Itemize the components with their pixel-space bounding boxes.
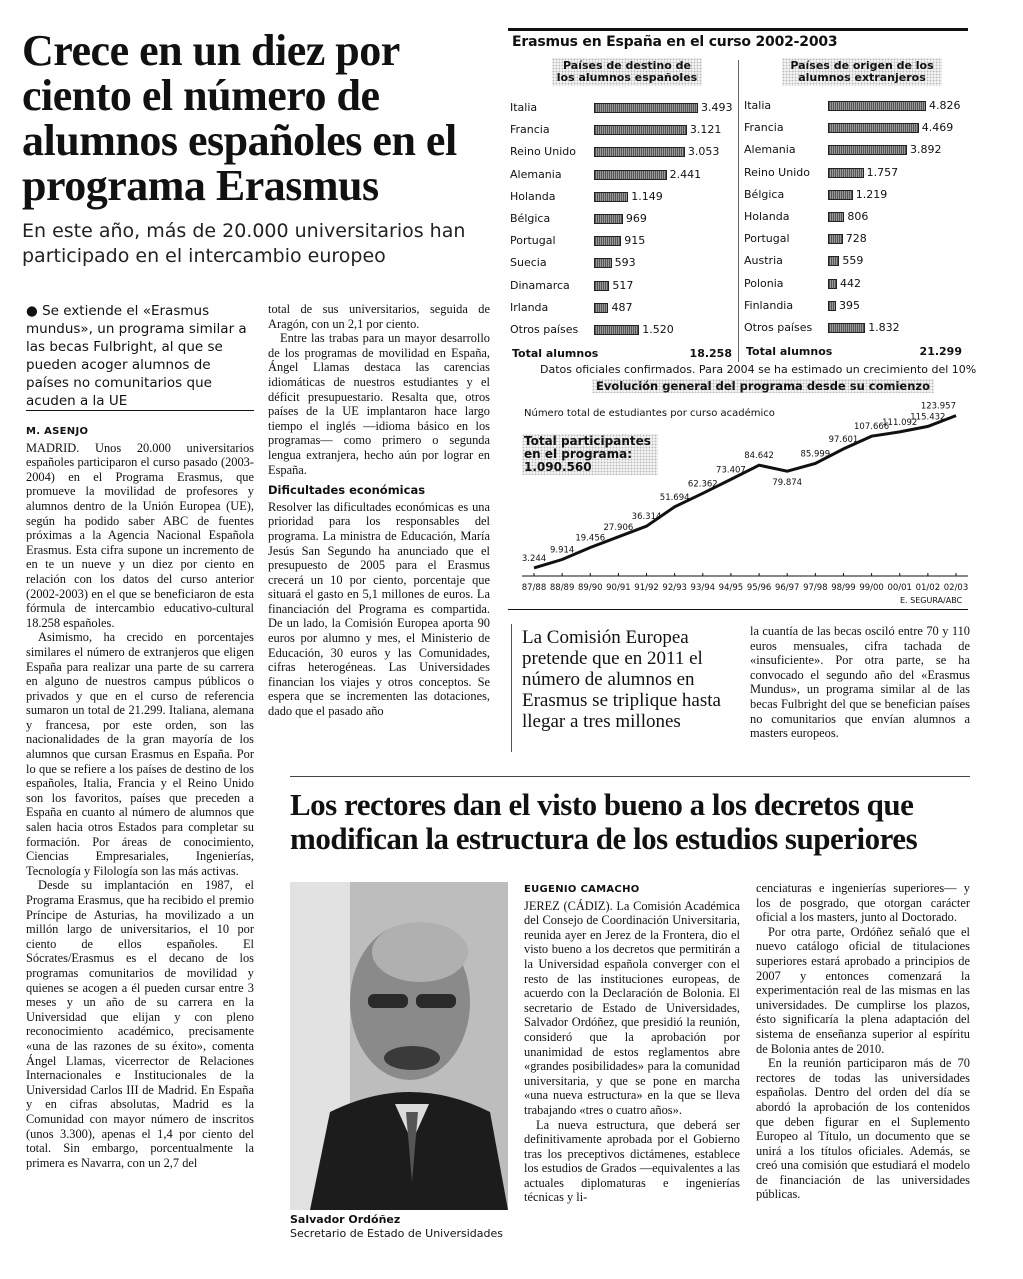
bar <box>828 234 843 244</box>
pull-quote-left-rule <box>511 624 512 752</box>
bar-category-label: Finlandia <box>744 298 794 312</box>
bar-category-label: Alemania <box>510 167 562 181</box>
photo-salvador-ordonez <box>290 882 508 1210</box>
bar-row <box>510 231 745 253</box>
chart-top-rule <box>508 28 968 31</box>
bar-row <box>744 251 979 273</box>
bar-category-label: Bélgica <box>510 212 551 225</box>
bar-chart-destino <box>510 98 736 348</box>
bar-category-label: Italia <box>510 101 538 114</box>
summary-text: Se extiende el «Erasmus mundus», un programa similar a las becas Fulbright, al que se pueden acoger alumnos de países no comunitarios que acuden a la UE <box>26 303 247 409</box>
x-tick-label: 02/03 <box>943 583 969 593</box>
pull-quote: La Comisión Europea pretende que en 2011 el número de alumnos en Erasmus se triplique hasta llegar a tres millones <box>522 627 721 732</box>
data-point-label: 85.999 <box>800 449 831 460</box>
bar <box>594 236 621 246</box>
data-point-label: 111.092 <box>882 417 918 428</box>
bar-value-label: 1.520 <box>642 323 674 336</box>
bar-category-label: Otros países <box>744 321 813 334</box>
bar-value-label: 487 <box>611 300 633 314</box>
bar-chart-origen <box>744 96 970 346</box>
bar-row <box>510 98 745 120</box>
bar-row <box>744 318 979 340</box>
data-point-label: 27.906 <box>603 522 634 533</box>
bar <box>594 258 612 268</box>
total-value-right: 21.299 <box>919 345 962 358</box>
main-article-col4 <box>750 624 970 741</box>
bar-category-label: Austria <box>744 254 783 268</box>
bar-category-label: Holanda <box>510 189 556 203</box>
bar <box>828 301 836 311</box>
main-col2-paragraph: Entre las trabas para un mayor desarrollo de los programas de movilidad en España, Ángel Llamas destaca las carencias idiomáticas de nuestros estudiantes y el déficit presupuestario. Resalta que, otros países de la UE implantaron hace largo tiempo el inglés —idioma básico en los programas— como primero o segunda lengua extranjera, hecho aún por lograr en España. <box>268 331 490 477</box>
main-byline: M. ASENJO <box>26 426 89 437</box>
bar-value-label: 969 <box>625 212 647 225</box>
second-byline: EUGENIO CAMACHO <box>524 884 640 895</box>
bar-category-label: Reino Unido <box>744 165 810 179</box>
x-tick-label: 96/97 <box>774 583 800 593</box>
bar-value-label: 4.826 <box>929 99 961 112</box>
bar <box>594 147 685 157</box>
bar-value-label: 3.493 <box>701 101 733 114</box>
second-headline: Los rectores dan el visto bueno a los decretos que modifican la estructura de los estudios superiores <box>290 787 918 856</box>
bar <box>594 125 687 135</box>
bar-row <box>744 207 979 229</box>
data-point-label: 36.314 <box>631 512 662 523</box>
bar <box>828 212 844 222</box>
total-label-right: Total alumnos <box>746 345 833 358</box>
bar-category-label: Irlanda <box>510 300 549 314</box>
bar-row <box>744 229 979 251</box>
data-point-label: 51.694 <box>659 492 690 503</box>
total-label-left: Total alumnos <box>512 347 599 360</box>
bar <box>594 325 639 335</box>
bar-value-label: 1.149 <box>631 189 663 203</box>
bar <box>828 279 837 289</box>
bar-value-label: 395 <box>839 298 861 312</box>
bar <box>828 190 853 200</box>
x-tick-label: 92/93 <box>662 583 687 593</box>
bar-row <box>510 320 745 342</box>
bar-row <box>510 298 745 320</box>
main-col4-paragraph: la cuantía de las becas osciló entre 70 y 110 euros mensuales, cifra tachada de «insuficiente». Por otra parte, se ha convocado el segundo año del «Erasmus Mundus», un programa similar al de las becas Fulbright del que se benefician países no comunitarios que envían alumnos a masters europeos. <box>750 624 970 741</box>
data-point-label: 19.456 <box>575 533 606 544</box>
data-point-label: 62.362 <box>687 479 718 490</box>
series-line <box>534 416 956 568</box>
bar-row <box>510 142 745 164</box>
bar-row <box>744 296 979 318</box>
second-col1-paragraph: JEREZ (CÁDIZ). La Comisión Académica del Consejo de Coordinación Universitaria, reunida ayer en Jerez de la Frontera, dio el visto bueno a los decretos que permitirán a la Universidad española converger con el resto de las instituciones europeas, de acuerdo con la Declaración de Bolonia. El secretario de Estado de Universidades, Salvador Ordóñez, que presidió la reunión, consideró que la aprobación por unanimidad de estos reglamentos abre «grandes posibilidades» para la comunidad universitaria, y que se pone en marcha «una nueva estructura» en la que se lleva trabajando «tres o cuatro años». <box>524 898 740 1117</box>
chart-bottom-rule <box>508 609 968 610</box>
bar-category-label: Polonia <box>744 276 784 290</box>
bar-value-label: 806 <box>847 210 869 223</box>
bar-category-label: Portugal <box>744 232 790 246</box>
bar-row <box>510 209 745 231</box>
main-subheadline: En este año, más de 20.000 universitarios han participado en el intercambio europeo <box>22 220 466 267</box>
bar-row <box>744 163 979 185</box>
main-subhead: Dificultades económicas <box>268 483 426 498</box>
second-col2-paragraph: Por otra parte, Ordóñez señaló que el nuevo catálogo oficial de titulaciones superiores estará aprobado a principios de 2007 y entonces comenzará la experimentación real de las mismas en las universidades. De cumplirse los plazos, ésto significaría la plena adaptación del sistema de enseñanza superior al espíritu de Bolonia antes de 2010. <box>756 924 970 1056</box>
bar-value-label: 2.441 <box>669 167 702 181</box>
line-chart-title: Evolución general del programa desde su comienzo <box>592 379 934 393</box>
x-tick-label: 93/94 <box>690 583 716 593</box>
bar-row <box>510 276 745 298</box>
chart-col-head-destino: Países de destino de los alumnos españoles <box>552 58 702 86</box>
x-tick-label: 00/01 <box>887 583 912 593</box>
bar-category-label: Reino Unido <box>510 145 576 159</box>
photo-caption-name: Salvador Ordóñez <box>290 1213 401 1226</box>
bar-value-label: 1.757 <box>866 165 899 179</box>
bar <box>594 303 608 313</box>
bar-row <box>510 165 745 187</box>
second-col2-paragraph: En la reunión participaron más de 70 rectores de todas las universidades españolas. Dentro del orden del día se abordó la aprobación de los contenidos que deben figurar en el Suplemento Europeo al Título, un documento que se unirá a los títulos oficiales. Además, se creó una comisión que estudiará el modelo de financiación de las universidades públicas. <box>756 1056 970 1202</box>
bar <box>594 103 698 113</box>
bar-value-label: 728 <box>845 232 867 246</box>
main-col2-paragraph: total de sus universitarios, seguida de Aragón, con un 2,1 por ciento. <box>268 302 490 331</box>
bar-row <box>744 185 979 207</box>
bar-value-label: 593 <box>614 256 636 270</box>
main-article-col2 <box>268 302 490 719</box>
bar-value-label: 3.121 <box>689 123 722 137</box>
bar-value-label: 3.053 <box>687 145 720 159</box>
second-article-top-rule <box>290 776 970 777</box>
main-col2-paragraph: Resolver las dificultades económicas es una prioridad para los responsables del programa. La ministra de Educación, María Jesús San Segundo ha anunciado que el presupuesto de 2005 para el Erasmus crecerá un 10 por ciento, porcentaje que situará el gasto en 5,1 millones de euros. La financiación del Programa es compartida. De un lado, la Comisión Europea aporta 90 euros por alumno y mes, el Ministerio de Educación, 30 euros y las Comunidades, cifras heterogéneas. Las Universidades financian los viajes y otros conceptos. Se espera que se incrementen las dotaciones, dado que el pasado año <box>268 499 490 719</box>
data-point-label: 97.601 <box>828 434 859 445</box>
bar <box>828 101 926 111</box>
total-value-left: 18.258 <box>689 347 732 360</box>
bar-value-label: 1.219 <box>855 187 888 201</box>
x-tick-label: 91/92 <box>634 583 659 593</box>
summary-divider <box>26 410 254 411</box>
chart-title: Erasmus en España en el curso 2002-2003 <box>512 34 838 50</box>
x-tick-label: 01/02 <box>915 583 941 593</box>
bar-category-label: Francia <box>744 121 784 135</box>
data-point-label: 115.432 <box>910 412 946 423</box>
bar-row <box>510 187 745 209</box>
bar <box>594 214 623 224</box>
bar <box>828 323 865 333</box>
main-col1-paragraph: Desde su implantación en 1987, el Programa Erasmus, que ha recibido el premio Príncipe de Asturias, ha movilizado a un millón largo de universitarios, el 10 por ciento de ellos españoles. El Sócrates/Erasmus es el decano de los programas comunitarios de movilidad y quienes se acogen a él pueden cursar entre 3 meses y un año de su carrera en la Universidad que elijan y con pleno reconocimiento académico, precisamente «una de las razones de su éxito», comenta Ángel Llamas, vicerrector de Relaciones Internacionales e Institucionales de la Universidad Carlos III de Madrid. En España y en cifras absolutas, Madrid es la Comunidad con mayor número de inscritos (unos 3.300), apenas el 1,4 por ciento del total. Sin embargo, porcentualmente la primera es Navarra, con un 2,7 del <box>26 878 254 1170</box>
x-tick-label: 97/98 <box>803 583 828 593</box>
line-chart <box>508 400 970 612</box>
summary-box <box>26 302 254 410</box>
bar-category-label: Suecia <box>510 256 547 270</box>
bar-category-label: Otros países <box>510 323 579 336</box>
data-point-label: 3.244 <box>521 553 547 564</box>
bar-category-label: Portugal <box>510 234 556 248</box>
bar-row <box>744 96 979 118</box>
bar <box>828 256 839 266</box>
main-article-col1 <box>26 425 254 1170</box>
bar-category-label: Dinamarca <box>510 278 570 292</box>
bar <box>828 145 907 155</box>
bar-category-label: Italia <box>744 99 772 112</box>
chart-credit: E. SEGURA/ABC <box>900 596 963 605</box>
x-tick-label: 94/95 <box>718 583 744 593</box>
bar-value-label: 4.469 <box>921 121 954 135</box>
portrait-illustration <box>290 882 508 1210</box>
line-chart-annotation: Total participantes en el programa: 1.090.560 <box>522 434 658 475</box>
bar-row <box>510 120 745 142</box>
chart-col-head-origen: Países de origen de los alumnos extranjeros <box>782 58 942 86</box>
data-point-label: 123.957 <box>920 401 956 412</box>
bar-value-label: 442 <box>839 276 861 290</box>
bar-row <box>744 140 979 162</box>
x-tick-label: 95/96 <box>746 583 772 593</box>
bar <box>594 281 609 291</box>
data-point-label: 73.407 <box>716 465 746 476</box>
bar-row <box>744 118 979 140</box>
bar-value-label: 517 <box>612 278 634 292</box>
bar-category-label: Bélgica <box>744 187 785 201</box>
second-article-col1 <box>524 883 740 1205</box>
second-article-col2 <box>756 881 970 1202</box>
second-col1-paragraph: La nueva estructura, que deberá ser definitivamente aprobada por el Gobierno tras los preceptivos dictámenes, establece los estudios de Grados —equivalentes a las actuales diplomaturas e ingenierías técnicas y li- <box>524 1117 740 1205</box>
line-chart-subtitle: Número total de estudiantes por curso académico <box>524 408 775 419</box>
x-tick-label: 88/89 <box>549 583 575 593</box>
data-point-label: 107.666 <box>854 422 890 433</box>
x-tick-label: 90/91 <box>606 583 631 593</box>
bar-value-label: 3.892 <box>910 143 942 157</box>
main-headline: Crece en un diez por ciento el número de alumnos españoles en el programa Erasmus <box>22 26 457 210</box>
x-tick-label: 99/00 <box>859 583 884 593</box>
bullet-icon: ● <box>26 303 43 319</box>
bar-category-label: Francia <box>510 123 550 137</box>
chart-note: Datos oficiales confirmados. Para 2004 se ha estimado un crecimiento del 10% <box>540 363 977 376</box>
bar-category-label: Alemania <box>744 143 796 157</box>
bar <box>594 170 667 180</box>
bar-value-label: 1.832 <box>868 321 900 334</box>
data-point-label: 84.642 <box>744 451 774 462</box>
photo-caption-role: Secretario de Estado de Universidades <box>290 1227 504 1240</box>
bar <box>594 192 628 202</box>
bar-category-label: Holanda <box>744 210 790 223</box>
x-tick-label: 98/99 <box>831 583 856 593</box>
x-tick-label: 89/90 <box>578 583 603 593</box>
main-col1-paragraph: MADRID. Unos 20.000 universitarios españoles participaron el curso pasado (2003-2004) en el Programa Erasmus, que promueve la movilidad de profesores y alumnos dentro de la Unión Europea (UE), según ha podido saber ABC de fuentes próximas a la Agencia Nacional Española Erasmus. Esta cifra supone un incremento de en te un nueve y un diez por ciento en relación con los datos del curso anterior (2002-2003) en el que se beneficiaron de esta fórmula de intercambio educativo-cultural 18.258 españoles. <box>26 440 254 630</box>
bar-row <box>510 253 745 275</box>
bar-value-label: 559 <box>842 254 864 268</box>
bar-value-label: 915 <box>624 234 646 248</box>
bar-row <box>744 274 979 296</box>
second-col2-paragraph: cenciaturas e ingenierías superiores— y los de posgrado, que otorgan carácter oficial a los masters, junto al Doctorado. <box>756 881 970 925</box>
bar <box>828 123 919 133</box>
x-tick-label: 87/88 <box>521 583 547 593</box>
data-point-label: 9.914 <box>549 545 575 556</box>
main-col1-paragraph: Asimismo, ha crecido en porcentajes similares el número de extranjeros que eligen España para realizar una parte de su carrera en alguno de nuestros campus públicos o privados y que en el curso de referencia sumaron un total de 21.299. Italiana, alemana y francesa, por este orden, son las nacionalidades de la gran mayoría de los alumnos que cursan Erasmus en España. Por lo que se refiere a los países de destino de los españoles, Italia, Francia y el Reino Unido son los favoritos, países que preceden a España en cuanto al número de alumnos que salen hacia otros Estados para completar su formación. Por áreas de conocimiento, Ciencias Empresariales, Ingenierías, Tecnología y Filología son las más activas. <box>26 630 254 878</box>
data-point-label: 79.874 <box>772 478 803 489</box>
bar <box>828 168 864 178</box>
